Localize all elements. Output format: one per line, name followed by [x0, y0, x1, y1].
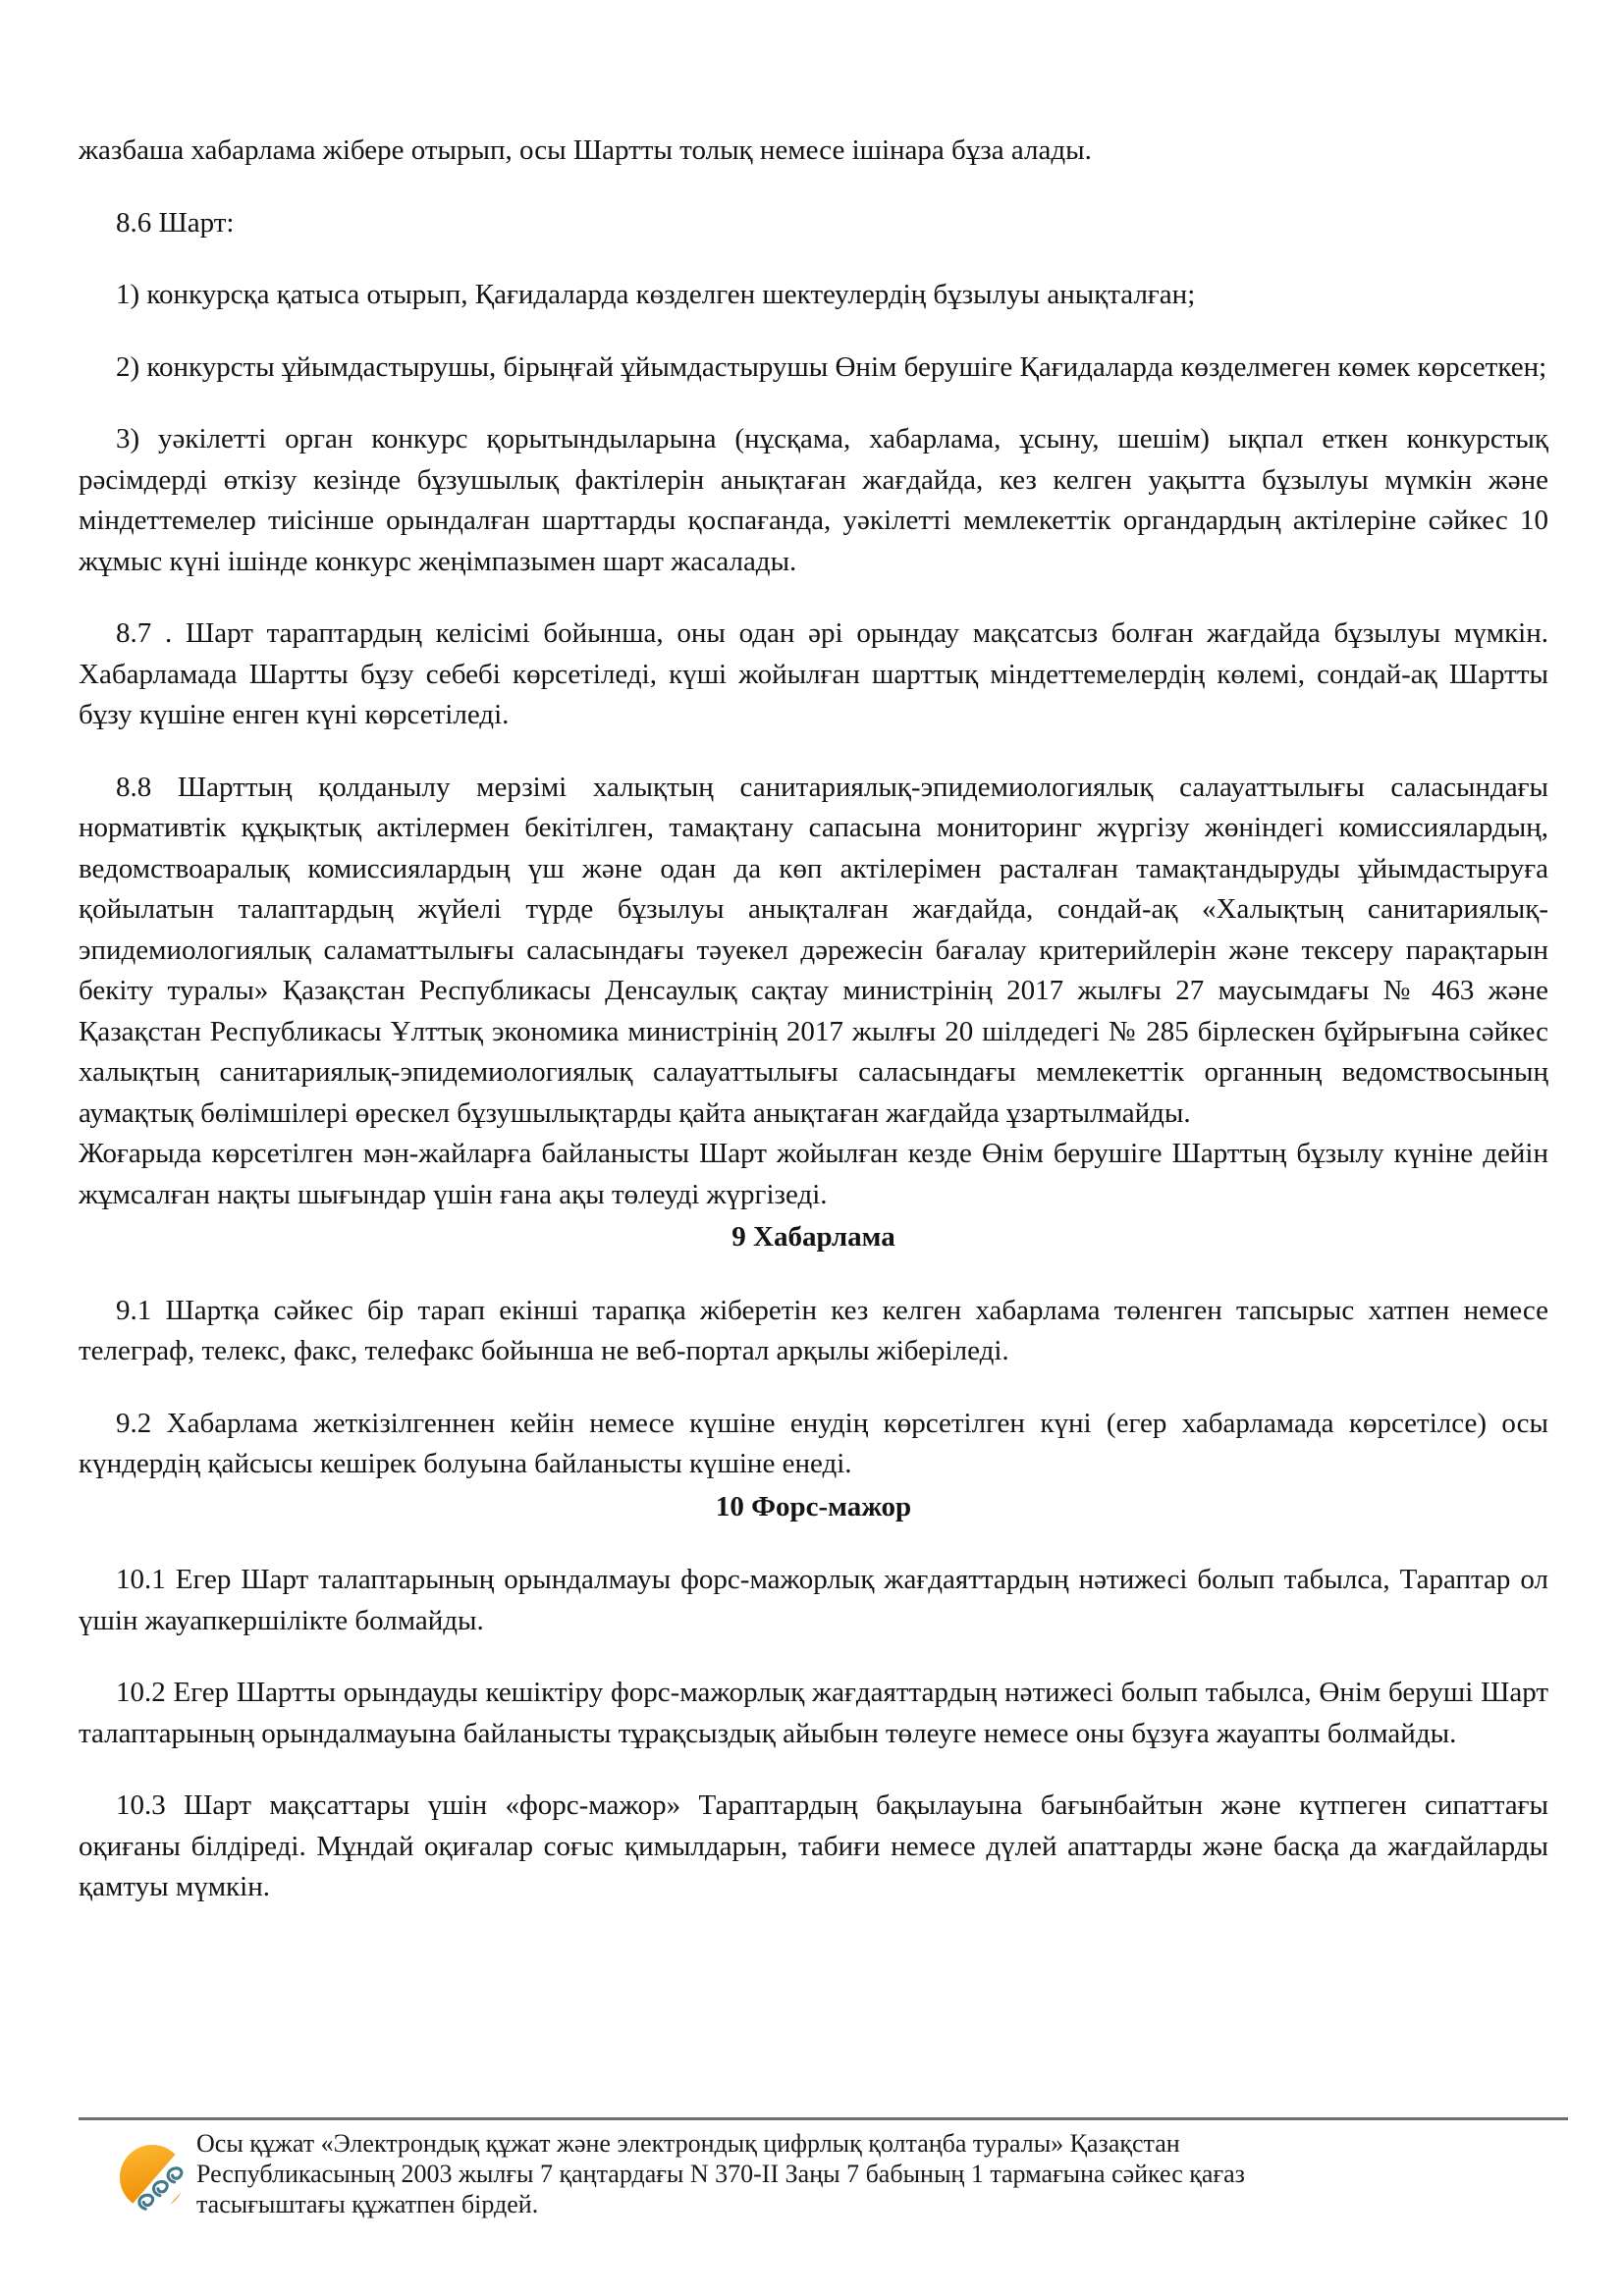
paragraph-9-1: 9.1 Шартқа сәйкес бір тарап екінші тарапқа жіберетін кез келген хабарлама төленген тапсырыс хатпен немесе телеграф, телекс, факс, телефакс бойынша не веб-портал арқылы жіберіледі. [79, 1294, 1548, 1366]
contract-text-body [79, 131, 1548, 1940]
paragraph-8-6-item-3: 3) уәкілетті орган конкурс қорытындыларына (нұсқама, хабарлама, ұсыну, шешім) ықпал еткен конкурстық рәсімдерді өткізу кезінде бұзушылық фактілерін анықтаған жағдайда, кез келген уақытта бұзылуы мүмкін және міндеттемелер тиісінше орындалған шарттарды қоспағанда, уәкілетті мемлекеттік органдардың актілеріне сәйкес 10 жұмыс күні ішінде конкурс жеңімпазымен шарт жасалады. [79, 423, 1548, 577]
paragraph-continuation: жазбаша хабарлама жібере отырып, осы Шартты толық немесе ішінара бұза алады. [79, 134, 1092, 166]
section-heading-9: 9 Хабарлама [731, 1221, 895, 1253]
paragraph-10-1: 10.1 Егер Шарт талаптарының орындалмауы форс-мажорлық жағдаяттардың нәтижесі болып табылса, Тараптар ол үшін жауапкершілікте болмайды. [79, 1564, 1548, 1636]
paragraph-8-6-item-2: 2) конкурсты ұйымдастырушы, бірыңғай ұйымдастырушы Өнім берушіге Қағидаларда көзделмеген көмек көрсеткен; [116, 350, 1547, 383]
footer-line: Осы құжат «Электрондық құжат және электрондық цифрлық қолтаңба туралы» Қазақстан [196, 2129, 1180, 2158]
paragraph-8-8: 8.8 Шарттың қолданылу мерзімі халықтың санитариялық-эпидемиологиялық салауаттылығы саласындағы нормативтік құқықтық актілермен бекітілген, тамақтану сапасына мониторинг жүргізу жөніндегі комиссиялардың, ведомствоаралық комиссиялардың үш және одан да көп актілерімен расталған тамақтандыруды ұйымдастыруға қойылатын талаптардың жүйелі түрде бұзылуы анықталған жағдайда, сондай-ақ «Халықтың санитариялық-эпидемиологиялық саламаттылығы саласындағы тәуекел дәрежесін бағалау критерийлерін және тексеру парақтарын бекіту туралы» Қазақстан Республикасы Денсаулық сақтау министрінің 2017 жылғы 27 маусымдағы № 463 және Қазақстан Республикасы Ұлттық экономика министрінің 2017 жылғы 20 шілдедегі № 285 бірлескен бұйрығына сәйкес халықтың санитариялық-эпидемиологиялық салауаттылығы саласындағы мемлекеттік органның ведомствосының аумақтық бөлімшілері өрескел бұзушылықтарды қайта анықтаған жағдайда ұзартылмайды. [79, 771, 1548, 1129]
section-heading-10: 10 Форс-мажор [715, 1490, 912, 1522]
paragraph-10-2: 10.2 Егер Шартты орындауды кешіктіру форс-мажорлық жағдаяттардың нәтижесі болып табылса, Өнім беруші Шарт талаптарының орындалмауына байланысты тұрақсыздық айыбын төлеуге немесе оны бұзуға жауапты болмайды. [79, 1677, 1548, 1749]
paragraph-8-7: 8.7 . Шарт тараптардың келісімі бойынша, оны одан әрі орындау мақсатсыз болған жағдайда бұзылуы мүмкін. Хабарламада Шартты бұзу себебі көрсетіледі, күші жойылған шарттық міндеттемелердің көлемі, сондай-ақ Шартты бұзу күшіне енген күні көрсетіледі. [79, 617, 1548, 730]
footer-text [196, 2128, 1245, 2219]
paragraph-9-2: 9.2 Хабарлама жеткізілгеннен кейін немесе күшіне енудің көрсетілген күні (егер хабарламада көрсетілсе) осы күндердің қайсысы кешірек болуына байланысты күшіне енеді. [79, 1407, 1548, 1479]
paragraph-10-3: 10.3 Шарт мақсаттары үшін «форс-мажор» Тараптардың бақылауына бағынбайтын және күтпеген сипаттағы оқиғаны білдіреді. Мұндай оқиғалар соғыс қимылдарын, табиғи немесе дүлей апаттарды және басқа да жағдайларды қамтуы мүмкін. [79, 1789, 1548, 1902]
footer-line: тасығыштағы құжатпен бірдей. [196, 2190, 539, 2218]
footer-line: Республикасының 2003 жылғы 7 қаңтардағы N 370-II Заңы 7 бабының 1 тармағына сәйкес қағаз [196, 2160, 1245, 2188]
paragraph-8-6-item-1: 1) конкурсқа қатыса отырып, Қағидаларда көзделген шектеулердің бұзылуы анықталған; [116, 279, 1196, 310]
paragraph-8-8-continued: Жоғарыда көрсетілген мән-жайларға байланысты Шарт жойылған кезде Өнім берушіге Шарттың бұзылу күніне дейін жұмсалған нақты шығындар үшін ғана ақы төлеуді жүргізеді. [79, 1138, 1548, 1210]
paragraph-8-6: 8.6 Шарт: [116, 206, 235, 239]
footer-divider [79, 2117, 1568, 2120]
esign-footer-note [119, 2128, 1245, 2220]
esign-ornament-logo-icon [119, 2144, 191, 2220]
